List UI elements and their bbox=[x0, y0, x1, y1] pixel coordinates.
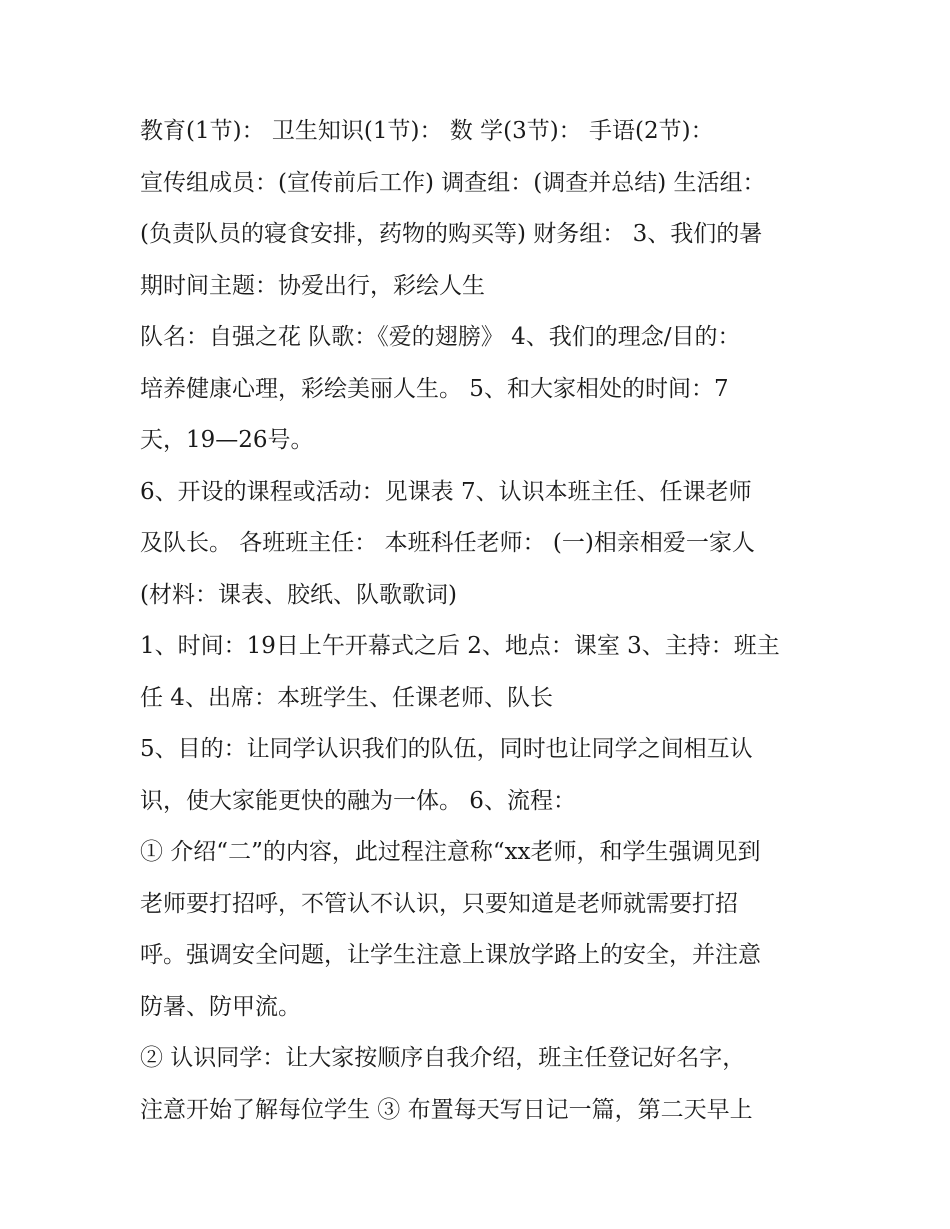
text-line: 呼。强调安全问题，让学生注意上课放学路上的安全，并注意 bbox=[140, 942, 761, 968]
text-line: 防暑、防甲流。 bbox=[140, 993, 301, 1020]
text-line: (材料：课表、胶纸、队歌歌词) bbox=[140, 581, 457, 608]
text-line: 任 4、出席：本班学生、任课老师、队长 bbox=[140, 684, 553, 711]
text-line: 及队长。 各班班主任： 本班科任老师： (一)相亲相爱一家人 bbox=[140, 530, 755, 556]
text-line: 注意开始了解每位学生 ③ 布置每天写日记一篇，第二天早上 bbox=[140, 1096, 753, 1123]
text-line: 1、时间：19日上午开幕式之后 2、地点：课室 3、主持：班主 bbox=[140, 633, 780, 659]
text-line: ② 认识同学：让大家按顺序自我介绍，班主任登记好名字， bbox=[140, 1045, 746, 1071]
text-line: 队名：自强之花 队歌：《爱的翅膀》 4、我们的理念/目的： bbox=[140, 324, 741, 350]
text-line: 老师要打招呼，不管认不认识，只要知道是老师就需要打招 bbox=[140, 890, 738, 917]
text-line: ① 介绍“二”的内容，此过程注意称“xx老师，和学生强调见到 bbox=[140, 839, 761, 865]
text-line: 天，19—26号。 bbox=[140, 427, 314, 453]
text-line: 培养健康心理，彩绘美丽人生。 5、和大家相处的时间：7 bbox=[140, 375, 729, 402]
text-line: 宣传组成员：(宣传前后工作) 调查组：(调查并总结) 生活组： bbox=[140, 169, 766, 196]
text-line: 6、开设的课程或活动：见课表 7、认识本班主任、任课老师 bbox=[140, 478, 752, 505]
document-body bbox=[140, 106, 830, 1136]
text-line: 教育(1节)： 卫生知识(1节)： 数 学(3节)： 手语(2节)： bbox=[140, 118, 714, 144]
text-line: 期时间主题：协爱出行，彩绘人生 bbox=[140, 272, 485, 299]
text-line: 识，使大家能更快的融为一体。 6、流程： bbox=[140, 787, 576, 814]
text-line: 5、目的：让同学认识我们的队伍，同时也让同学之间相互认 bbox=[140, 736, 753, 762]
text-line: (负责队员的寝食安排，药物的购买等) 财务组： 3、我们的暑 bbox=[140, 221, 763, 247]
